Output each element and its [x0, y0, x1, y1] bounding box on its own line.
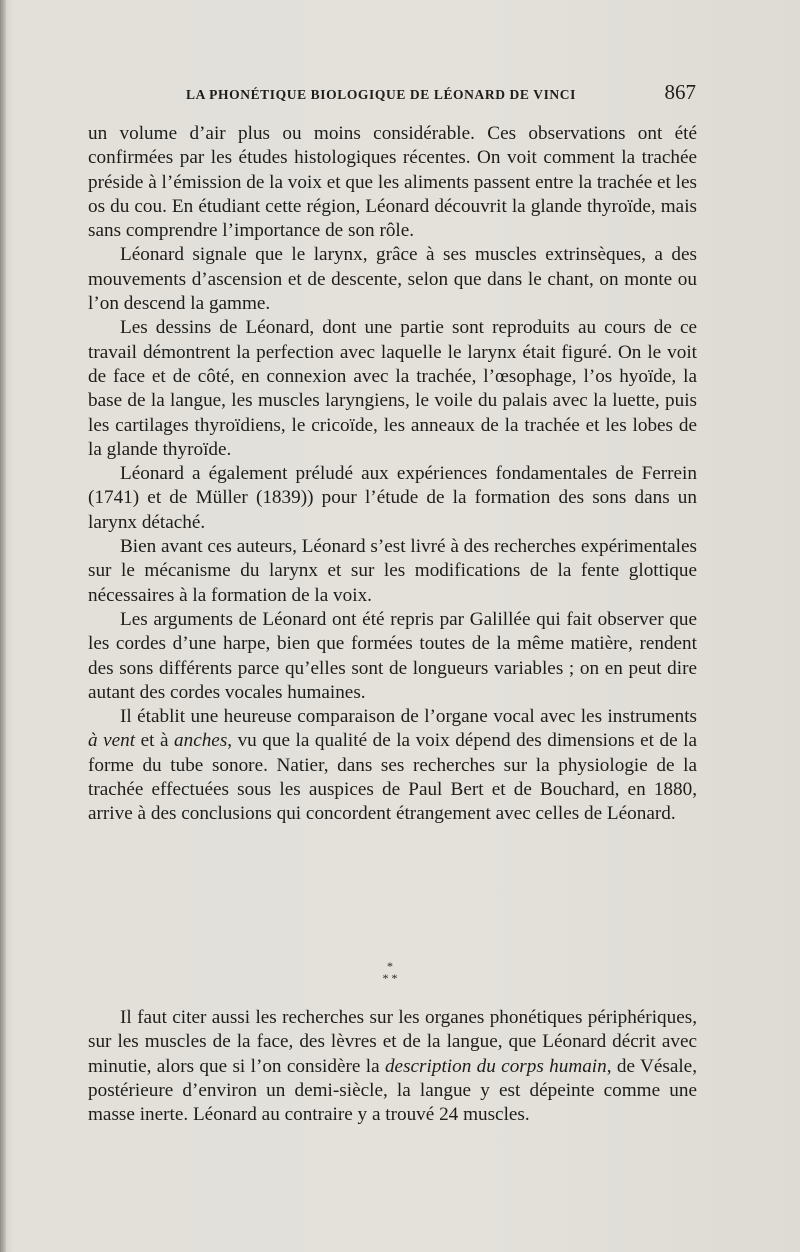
body-text	[88, 122, 697, 827]
page-header	[186, 80, 696, 105]
paragraph-2: Léonard signale que le larynx, grâce à ses muscles extrinsèques, a des mouvements d’ascension et de descente, selon que dans le chant, on monte ou l’on descend la gamme.	[88, 244, 697, 315]
paragraph-7-italic-1: à vent	[88, 730, 136, 752]
paragraph-8-text-1: Il faut citer aussi les recherches sur les organes phonétiques périphériques, sur les muscles de la face, des lèvres et de la langue, que Léonard décrit avec minutie, alors que si l’on considère la	[88, 1007, 697, 1077]
paragraph-5: Bien avant ces auteurs, Léonard s’est livré à des recherches expérimentales sur le mécanisme du larynx et sur les modifications de la fente glottique nécessaires à la formation de la voix.	[88, 536, 697, 606]
asterism-top: *	[387, 959, 393, 973]
paragraph-6: Les arguments de Léonard ont été repris par Galillée qui fait observer que les cordes d’une harpe, bien que formées toutes de la même matière, rendent des sons différents parce qu’elles sont de longueurs variables ; on en peut dire autant des cordes vocales humaines.	[88, 608, 697, 703]
paragraph-7-text-3: , vu que la qualité de la voix dépend des dimensions et de la forme du tube sonore. Natier, dans ses recherches sur la physiologie de la trachée effectuées sous les auspices de Paul Bert et de Bouchard, en 1880, arrive à des conclusions qui concordent étrangement avec celles de Léonard.	[88, 730, 697, 825]
paragraph-7-text-1: Il établit une heureuse comparaison de l’organe vocal avec les instruments	[120, 706, 697, 728]
page-binding-edge	[0, 0, 6, 1252]
paragraph-1: un volume d’air plus ou moins considérable. Ces observations ont été confirmées par les études histologiques récentes. On voit comment la trachée préside à l’émission de la voix et que les aliments passent entre la trachée et les os du cou. En étudiant cette région, Léonard découvrit la glande thyroïde, mais sans comprendre l’importance de son rôle.	[88, 123, 697, 242]
paragraph-8-text-2: , de Vésale, postérieure d’environ un demi-siècle, la langue y est dépeinte comme une masse inerte. Léonard au contraire y a trouvé 24 muscles.	[88, 1055, 697, 1126]
paragraph-7-text-2: et à	[135, 730, 174, 752]
running-title: LA PHONÉTIQUE BIOLOGIQUE DE LÉONARD DE VINCI	[186, 87, 576, 102]
paragraph-3: Les dessins de Léonard, dont une partie sont reproduits au cours de ce travail démontrent la perfection avec laquelle le larynx était figuré. On le voit de face et de côté, en connexion avec la trachée, l’œsophage, l’os hyoïde, la base de la langue, les muscles laryngiens, le voile du palais avec la luette, puis les cartilages thyroïdiens, le cricoïde, les anneaux de la trachée et les lobes de la glande thyroïde.	[88, 317, 697, 460]
paragraph-7	[88, 705, 697, 826]
paragraph-8	[88, 1006, 697, 1127]
body-text-section-2	[88, 1006, 697, 1127]
section-asterism	[360, 960, 420, 984]
paragraph-7-italic-2: anches	[174, 730, 228, 752]
asterism-bottom: * *	[382, 971, 398, 985]
paragraph-8-italic-1: description du corps humain	[384, 1055, 607, 1077]
page-number: 867	[664, 80, 696, 104]
paragraph-4: Léonard a également préludé aux expériences fondamentales de Ferrein (1741) et de Müller (1839)) pour l’étude de la formation des sons dans un larynx détaché.	[88, 463, 697, 533]
